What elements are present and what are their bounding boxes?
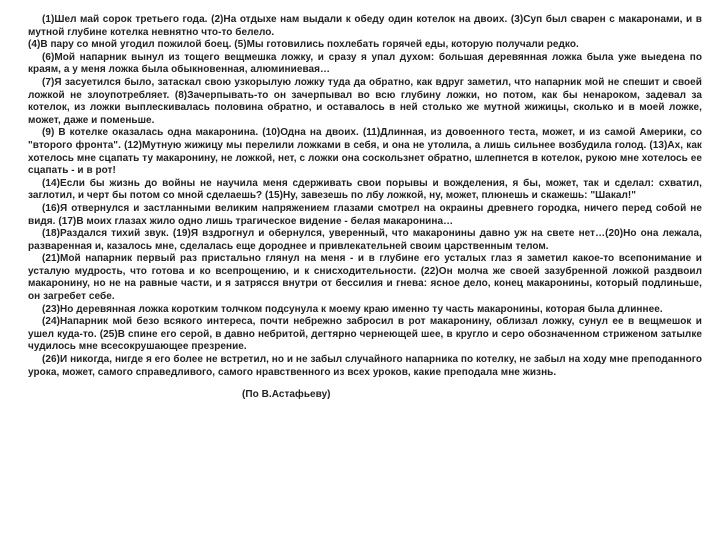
document-body xyxy=(28,14,702,402)
paragraph-10: (23)Но деревянная ложка коротким толчком подсунула к моему краю именно ту часть макаронины, которая была длиннее. xyxy=(42,303,663,315)
paragraph-4: (7)Я засуетился было, затаскал свою узкорылую ложку туда да обратно, как вдруг заметил, что напарник мой не спешит и своей ложкой не злоупотребляет. (8)Зачерпывать-то он зачерпывал во всю глубину ложки, но потом, как бы ненароком, задевал за котелок, из ложки выплескивалась половина обратно, и оставалось в ней столько же мутной жижицы, сколько и в моей ложке, может, даже и поменьше. xyxy=(28,76,702,126)
paragraph-2: (4)В пару со мной угодил пожилой боец. (5)Мы готовились похлебать горячей еды, которую получали редко. xyxy=(28,39,579,51)
paragraph-9: (21)Мой напарник первый раз пристально глянул на меня - и в глубине его усталых глаз я заметил какое-то всепонимание и усталую мудрость, что готова и ко всепрощению, и к снисходительности. (22)Он молча же своей зазубренной ложкой раздвоил макаронину, но не на равные части, и я затрясся внутри от бессилия и гнева: ясное дело, конец макаронины, который подлиньше, он загребет себе. xyxy=(28,253,702,303)
paragraph-3: (6)Мой напарник вынул из тощего вещмешка ложку, и сразу я упал духом: большая деревянная ложка была уже выедена по краям, а у меня ложка была обыкновенная, алюминиевая… xyxy=(28,51,702,76)
attribution: (По В.Астафьеву) xyxy=(242,389,331,401)
paragraph-5: (9) В котелке оказалась одна макаронина. (10)Одна на двоих. (11)Длинная, из довоенного теста, может, и из самой Америки, со "второго фронта". (12)Мутную жижицу мы перелили ложками в себя, и она не утолила, а лишь сильнее возбудила голод. (13)Ах, как хотелось мне сцапать ту макаронину, не ложкой, нет, с ложки она соскользнет обратно, шлепнется в котелок, рукою мне хотелось ее сцапать - и в рот! xyxy=(28,127,702,177)
paragraph-12: (26)И никогда, нигде я его более не встретил, но и не забыл случайного напарника по котелку, не забыл на ходу мне преподанного урока, может, самого справедливого, самого нравственного из всех уроков, какие преподала мне жизнь. xyxy=(28,354,702,378)
paragraph-8: (18)Раздался тихий звук. (19)Я вздрогнул и обернулся, уверенный, что макаронины давно уж на свете нет…(20)Но она лежала, разваренная и, казалось мне, сделалась еще дороднее и привлекательней своим царственным телом. xyxy=(28,228,702,252)
paragraph-11: (24)Напарник мой безо всякого интереса, почти небрежно забросил в рот макаронину, облизал ложку, сунул ее в вещмешок и ушел куда-то. (25)В спине его серой, в давно небритой, дегтярно чернеющей шее, в кругло и серо обозначенном стриженом затылке чудилось мне всесокрушающее презрение. xyxy=(28,316,702,353)
paragraph-1: (1)Шел май сорок третьего года. (2)На отдыхе нам выдали к обеду один котелок на двоих. (3)Суп был сварен с макаронами, и в мутной глубине котелка невнятно что-то белело. xyxy=(28,14,702,38)
paragraph-7: (16)Я отвернулся и застланными великим напряжением глазами смотрел на окраины древнего городка, ничего перед собой не видя. (17)В моих глазах жило одно лишь трагическое видение - белая макаронина… xyxy=(28,202,702,227)
paragraph-6: (14)Если бы жизнь до войны не научила меня сдерживать свои порывы и вожделения, я бы, может, так и сделал: схватил, заглотил, и черт бы потом со мной сделаешь? (15)Ну, завезешь по лбу ложкой, ну, может, плюнешь и скажешь: "Шакал!" xyxy=(28,177,702,202)
